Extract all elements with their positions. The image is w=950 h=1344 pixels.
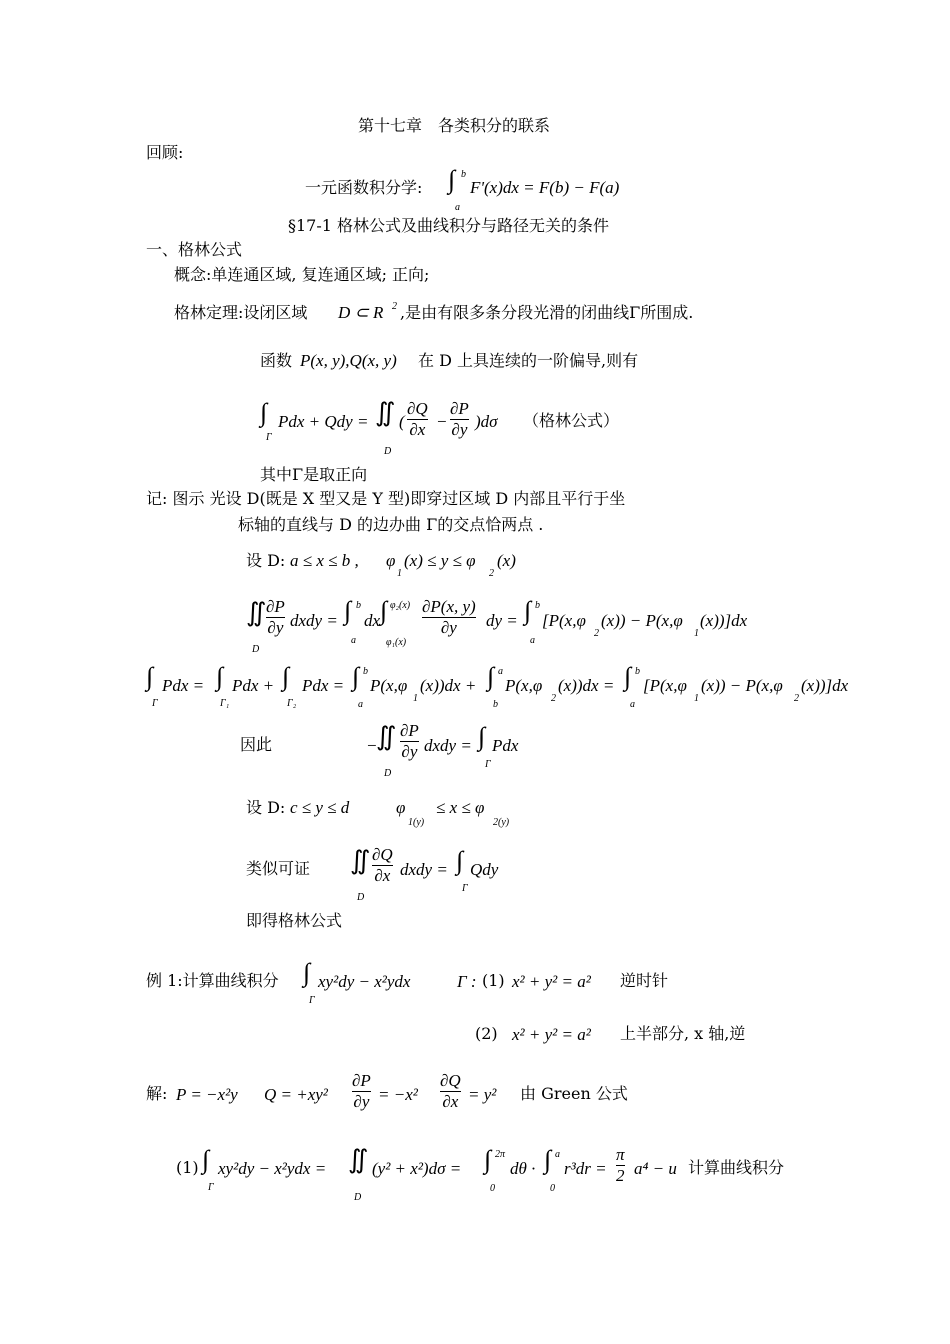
- lower-phi1: φ₁(x): [386, 637, 407, 648]
- similar-rhs: Qdy: [470, 860, 499, 879]
- theorem-set: D ⊂ R: [338, 303, 384, 322]
- lower-0: 0: [550, 1183, 555, 1194]
- integral-sign: ∫: [352, 662, 360, 691]
- chapter-title: 第十七章 各类积分的联系: [358, 116, 551, 135]
- numerator: ∂P: [266, 597, 285, 616]
- sub-2: 2: [551, 693, 556, 704]
- case2-expr: x² + y² = a²: [512, 1025, 591, 1044]
- case2-num: (2): [475, 1024, 498, 1043]
- lower-a: a: [358, 699, 363, 710]
- example-integrand: xy²dy − x²ydx: [318, 972, 411, 991]
- final-r: r³dr =: [564, 1159, 607, 1178]
- eq-line-p7: (x))dx =: [558, 676, 615, 695]
- upper-b: b: [635, 666, 640, 677]
- fraction-dq-dx: [440, 1072, 461, 1111]
- subsection-heading: 一、格林公式: [146, 240, 243, 259]
- sub-1: 1: [694, 693, 699, 704]
- eq-line-p2: Pdx +: [232, 676, 275, 695]
- therefore-mid: dxdy =: [424, 736, 472, 755]
- lower-a: a: [630, 699, 635, 710]
- green-label: （格林公式）: [523, 411, 620, 430]
- solution-note: 由 Green 公式: [520, 1084, 628, 1103]
- theorem-rest: ,是由有限多条分段光滑的闭曲线Γ所围成.: [400, 303, 694, 322]
- solution-q: Q = +xy²: [264, 1085, 328, 1104]
- gamma-sub: Γ: [208, 1182, 214, 1193]
- conclusion: 即得格林公式: [246, 911, 343, 930]
- remark-line1: 记: 图示 光设 D(既是 X 型又是 Y 型)即穿过区域 D 内部且平行于坐: [146, 489, 626, 508]
- lower-limit: a: [455, 202, 460, 213]
- line-integral-sign: ∫: [216, 662, 224, 691]
- set-d1-expr3: (x) ≤ y ≤ φ: [404, 551, 476, 570]
- double-integral-sign: ∬: [375, 398, 396, 427]
- lower-a: a: [351, 635, 356, 646]
- sub-2: 2: [794, 693, 799, 704]
- integral-sign: ∫: [380, 596, 388, 625]
- green-tail: )dσ: [475, 412, 498, 431]
- set-d2-s1: 1(y): [408, 817, 425, 828]
- integral-sign: ∫: [448, 165, 456, 194]
- integral-sign: ∫: [544, 1145, 552, 1174]
- theorem-lead: 格林定理:设闭区域: [174, 303, 308, 322]
- therefore-rhs: Pdx: [492, 736, 519, 755]
- upper-2pi: 2π: [495, 1149, 506, 1160]
- case1-num: (1): [482, 971, 505, 990]
- green-lhs: Pdx + Qdy =: [278, 412, 369, 431]
- numerator: ∂P(x, y): [422, 597, 476, 616]
- final-tail: a⁴ − u: [634, 1159, 677, 1178]
- denominator: 2: [616, 1165, 625, 1185]
- integral-sign: ∫: [487, 662, 495, 691]
- integral-sign: ∫: [624, 662, 632, 691]
- fraction-dpxy-dy: [422, 598, 476, 637]
- line-integral-sign: ∫: [202, 1145, 210, 1174]
- eq-line-p1: Pdx =: [162, 676, 205, 695]
- fraction-dp-dy: [400, 722, 419, 761]
- double-integral-sign: ∬: [246, 598, 267, 627]
- sub-2: 2: [594, 628, 599, 639]
- set-d2-lead: 设 D:: [246, 798, 286, 817]
- case1-expr: x² + y² = a²: [512, 972, 591, 991]
- set-d1-expr4: (x): [497, 551, 516, 570]
- lower-b: b: [493, 699, 498, 710]
- upper-b: b: [356, 600, 361, 611]
- integral-sign: ∫: [484, 1145, 492, 1174]
- eq-line-p9: (x)) − P(x,φ: [701, 676, 783, 695]
- denominator: ∂x: [409, 419, 426, 439]
- denominator: ∂y: [353, 1091, 370, 1111]
- numerator: ∂Q: [440, 1071, 461, 1090]
- line-integral-sign: ∫: [478, 722, 486, 751]
- sub-1: 1: [694, 628, 699, 639]
- denominator: ∂x: [442, 1091, 459, 1111]
- lower-0: 0: [490, 1183, 495, 1194]
- set-d1-expr2: φ: [386, 551, 396, 570]
- therefore-minus: −: [366, 736, 378, 755]
- d-sub: D: [252, 644, 260, 655]
- gamma2-sub: Γ₂: [287, 698, 297, 709]
- gamma-sub: Γ: [152, 698, 158, 709]
- d-sub: D: [384, 768, 392, 779]
- similar-label: 类似可证: [246, 859, 311, 878]
- positive-note: 其中Γ是取正向: [260, 465, 368, 484]
- line-integral-sign: ∫: [146, 662, 154, 691]
- sub-1: 1: [413, 693, 418, 704]
- solution-p: P = −x²y: [176, 1085, 238, 1104]
- lower-a: a: [530, 635, 535, 646]
- eq-line-p4: P(x,φ: [370, 676, 408, 695]
- fraction-pi-2: [616, 1146, 625, 1185]
- denominator: ∂x: [374, 865, 391, 885]
- eq-rhs3: (x))]dx: [700, 611, 748, 630]
- solution-lead: 解:: [146, 1084, 168, 1103]
- numerator: ∂Q: [407, 399, 428, 418]
- d-sub: D: [384, 446, 392, 457]
- gamma-sub: Γ: [309, 995, 315, 1006]
- upper-a: a: [498, 666, 503, 677]
- set-d2-expr: c ≤ y ≤ d: [290, 798, 350, 817]
- set-d1-expr1: a ≤ x ≤ b ,: [290, 551, 359, 570]
- integral-sign: ∫: [524, 596, 532, 625]
- example-gamma: Γ :: [457, 972, 477, 991]
- eq-line-p8: [P(x,φ: [643, 676, 687, 695]
- solution-eq1: = −x²: [378, 1085, 418, 1104]
- green-minus: −: [436, 412, 448, 431]
- therefore-label: 因此: [240, 735, 273, 754]
- gamma1-sub: Γ₁: [220, 698, 230, 709]
- d-sub: D: [354, 1192, 362, 1203]
- double-integral-sign: ∬: [350, 846, 371, 875]
- eq-dxdy: dxdy =: [290, 611, 338, 630]
- case2-note: 上半部分, x 轴,逆: [620, 1024, 746, 1043]
- set-d1-s1: 1: [397, 568, 402, 579]
- denominator: ∂y: [451, 419, 468, 439]
- set-d1-s2: 2: [489, 568, 494, 579]
- integral-sign: ∫: [344, 596, 352, 625]
- line-integral-sign: ∫: [456, 846, 464, 875]
- line-integral-sign: ∫: [260, 398, 268, 427]
- eq-line-p5: (x))dx +: [420, 676, 477, 695]
- eq-dx: dx: [364, 611, 381, 630]
- gamma-sub: Γ: [485, 759, 491, 770]
- set-d2-s2: 2(y): [493, 817, 510, 828]
- review-label: 回顾:: [146, 143, 184, 162]
- function-rest: 在 D 上具连续的一阶偏导,则有: [418, 351, 639, 370]
- fraction-dp-dy: [450, 400, 469, 439]
- green-open: (: [399, 412, 405, 431]
- eq-line-p6: P(x,φ: [505, 676, 543, 695]
- final-dbl: (y² + x²)dσ =: [372, 1159, 462, 1178]
- fraction-dp-dy: [266, 598, 285, 637]
- function-lead: 函数: [260, 351, 293, 370]
- gamma-sub: Γ: [462, 883, 468, 894]
- upper-phi2: φ₂(x): [390, 600, 411, 611]
- set-d2-mid: ≤ x ≤ φ: [436, 798, 485, 817]
- double-integral-sign: ∬: [376, 722, 397, 751]
- newton-leibniz-formula: F'(x)dx = F(b) − F(a): [470, 178, 620, 197]
- final-cn: 计算曲线积分: [688, 1158, 785, 1177]
- section-heading: §17-1 格林公式及曲线积分与路径无关的条件: [288, 216, 610, 235]
- d-sub: D: [357, 892, 365, 903]
- upper-b: b: [535, 600, 540, 611]
- line-integral-sign: ∫: [282, 662, 290, 691]
- final-num: (1): [176, 1158, 199, 1177]
- numerator: ∂P: [352, 1071, 371, 1090]
- final-theta: dθ ·: [510, 1159, 536, 1178]
- line-integral-sign: ∫: [303, 958, 311, 987]
- gamma-sub: Γ: [266, 432, 272, 443]
- denominator: ∂y: [440, 617, 457, 637]
- denominator: ∂y: [267, 617, 284, 637]
- upper-a: a: [555, 1149, 560, 1160]
- example-lead: 例 1:计算曲线积分: [146, 971, 279, 990]
- fraction-dq-dx: [407, 400, 428, 439]
- concepts-line: 概念:单连通区域, 复连通区域; 正向;: [174, 265, 430, 284]
- numerator: π: [616, 1145, 625, 1164]
- denominator: ∂y: [401, 741, 418, 761]
- eq-line-p3: Pdx =: [302, 676, 345, 695]
- set-d1-lead: 设 D:: [246, 551, 286, 570]
- set-d2-phi: φ: [396, 798, 406, 817]
- newton-leibniz-label: 一元函数积分学:: [305, 178, 423, 197]
- eq-rhs2: (x)) − P(x,φ: [601, 611, 683, 630]
- fraction-dq-dx: [372, 846, 393, 885]
- similar-mid: dxdy =: [400, 860, 448, 879]
- eq-rhs: [P(x,φ: [542, 611, 586, 630]
- double-integral-sign: ∬: [348, 1145, 369, 1174]
- theorem-exp: 2: [392, 301, 397, 312]
- fraction-dp-dy: [352, 1072, 371, 1111]
- numerator: ∂Q: [372, 845, 393, 864]
- case1-note: 逆时针: [620, 971, 669, 990]
- numerator: ∂P: [400, 721, 419, 740]
- upper-b: b: [363, 666, 368, 677]
- eq-dy: dy =: [486, 611, 518, 630]
- solution-eq2: = y²: [468, 1085, 497, 1104]
- numerator: ∂P: [450, 399, 469, 418]
- upper-limit: b: [461, 169, 466, 180]
- eq-line-p10: (x))]dx: [801, 676, 849, 695]
- function-funcs: P(x, y),Q(x, y): [300, 351, 397, 370]
- remark-line2: 标轴的直线与 D 的边办曲 Γ的交点恰两点 .: [238, 515, 544, 534]
- final-integrand: xy²dy − x²ydx =: [218, 1159, 327, 1178]
